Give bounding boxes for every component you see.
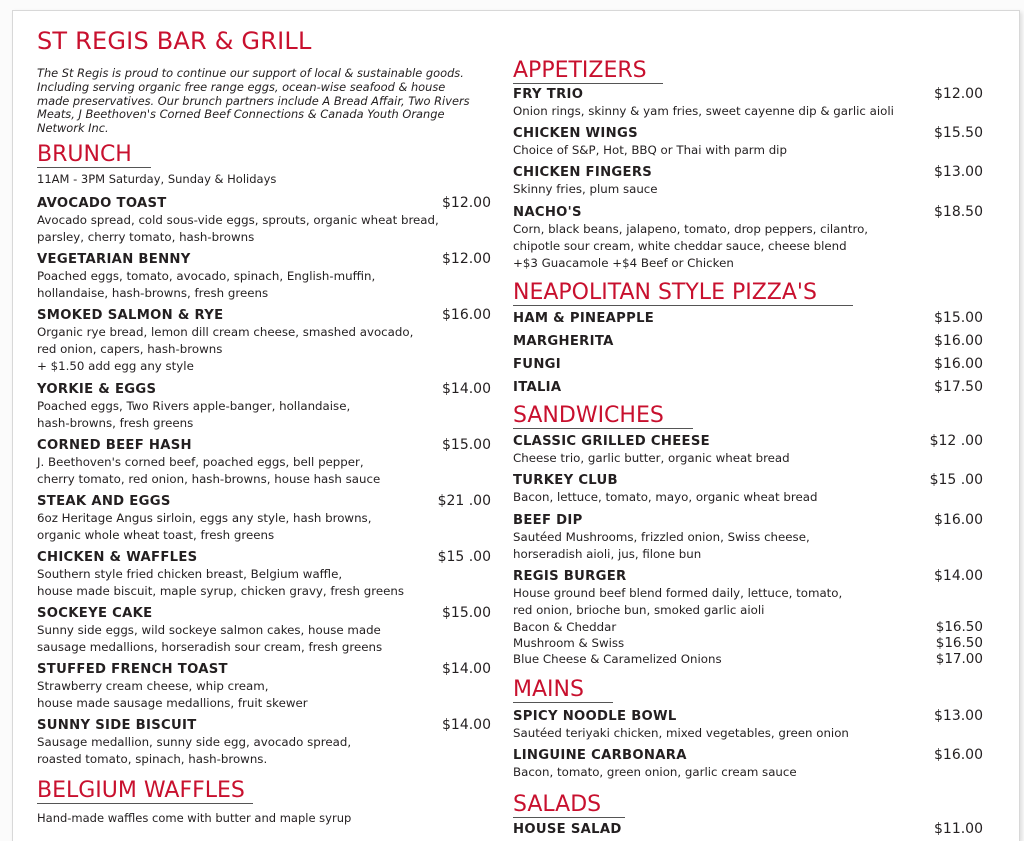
burger-addon — [513, 635, 983, 651]
intro-text: The St Regis is proud to continue our support of local & sustainable goods. Including serving organic free range eggs, ocean-wise seafood & house made preservatives. Our brunch partners include A Bread Affair, Two Rivers Meats, J Beethoven's Corned Beef Connections & Canada Youth Orange Network Inc. — [37, 66, 470, 136]
menu-item — [37, 717, 491, 768]
item-price: $14.00 — [442, 381, 491, 397]
item-name: REGIS BURGER — [513, 569, 627, 584]
menu-item — [513, 125, 983, 159]
item-description: House ground beef blend formed daily, lettuce, tomato, red onion, brioche bun, smoked garlic aioli — [513, 586, 843, 617]
menu-item — [513, 379, 983, 396]
sandwiches-heading: SANDWICHES — [513, 404, 693, 429]
item-price: $14.00 — [934, 568, 983, 584]
item-price: $12.00 — [934, 86, 983, 102]
item-price: $15.00 — [934, 310, 983, 326]
item-description: Sautéed Mushrooms, frizzled onion, Swiss cheese, horseradish aioli, jus, filone bun — [513, 530, 810, 561]
menu-item — [513, 472, 983, 506]
item-name: HOUSE SALAD — [513, 822, 622, 837]
item-name: CHICKEN & WAFFLES — [37, 550, 198, 565]
item-name: LINGUINE CARBONARA — [513, 748, 687, 763]
item-name: FUNGI — [513, 357, 561, 372]
item-name: YORKIE & EGGS — [37, 382, 157, 397]
menu-item — [513, 821, 983, 838]
pizzas-heading: NEAPOLITAN STYLE PIZZA'S — [513, 281, 853, 306]
menu-item — [513, 164, 983, 198]
item-name: ITALIA — [513, 380, 562, 395]
item-description: Choice of S&P, Hot, BBQ or Thai with parm dip — [513, 143, 787, 157]
menu-item — [513, 512, 983, 563]
item-description: Sunny side eggs, wild sockeye salmon cakes, house made sausage medallions, horseradish sour cream, fresh greens — [37, 623, 383, 654]
item-name: SUNNY SIDE BISCUIT — [37, 718, 197, 733]
menu-item — [37, 437, 491, 488]
item-price: $15.00 — [442, 437, 491, 453]
item-price: $16.00 — [934, 512, 983, 528]
item-price: $12.00 — [442, 251, 491, 267]
addon-label: Bacon & Cheddar — [513, 620, 617, 634]
item-price: $15 .00 — [437, 549, 491, 565]
item-name: CLASSIC GRILLED CHEESE — [513, 434, 710, 449]
menu-item — [513, 747, 983, 781]
menu-item — [513, 568, 983, 667]
burger-addon — [513, 651, 983, 667]
item-price: $16.00 — [934, 333, 983, 349]
appetizers-heading: APPETIZERS — [513, 59, 663, 84]
item-name: BEEF DIP — [513, 513, 583, 528]
item-name: NACHO'S — [513, 205, 582, 220]
brunch-hours: 11AM - 3PM Saturday, Sunday & Holidays — [37, 172, 277, 186]
item-name: VEGETARIAN BENNY — [37, 252, 191, 267]
item-description: Corn, black beans, jalapeno, tomato, drop peppers, cilantro, chipotle sour cream, white cheddar sauce, cheese blend +$3 Guacamole +$4 Beef or Chicken — [513, 222, 869, 270]
item-price: $11.00 — [934, 821, 983, 837]
item-price: $18.50 — [934, 204, 983, 220]
menu-item — [37, 661, 491, 712]
menu-item — [37, 381, 491, 432]
item-description: Poached eggs, Two Rivers apple-banger, hollandaise, hash-browns, fresh greens — [37, 399, 351, 430]
brunch-heading: BRUNCH — [37, 143, 151, 168]
item-name: AVOCADO TOAST — [37, 196, 167, 211]
item-description: Sautéed teriyaki chicken, mixed vegetables, green onion — [513, 726, 849, 740]
addon-price: $16.50 — [935, 619, 983, 635]
item-name: CORNED BEEF HASH — [37, 438, 192, 453]
item-name: SMOKED SALMON & RYE — [37, 308, 224, 323]
item-name: CHICKEN WINGS — [513, 126, 638, 141]
addon-label: Blue Cheese & Caramelized Onions — [513, 652, 722, 666]
menu-item — [513, 204, 983, 272]
item-price: $14.00 — [442, 661, 491, 677]
item-price: $12.00 — [442, 195, 491, 211]
item-description: 6oz Heritage Angus sirloin, eggs any style, hash browns, organic whole wheat toast, fresh greens — [37, 511, 372, 542]
burger-addon — [513, 619, 983, 635]
item-name: HAM & PINEAPPLE — [513, 311, 655, 326]
item-price: $13.00 — [934, 164, 983, 180]
item-description: Skinny fries, plum sauce — [513, 182, 658, 196]
menu-page — [12, 10, 1020, 841]
item-name: FRY TRIO — [513, 87, 584, 102]
item-name: STUFFED FRENCH TOAST — [37, 662, 228, 677]
item-description: Sausage medallion, sunny side egg, avocado spread, roasted tomato, spinach, hash-browns. — [37, 735, 352, 766]
menu-item — [37, 251, 491, 302]
addon-label: Mushroom & Swiss — [513, 636, 625, 650]
item-name: TURKEY CLUB — [513, 473, 618, 488]
item-name: SOCKEYE CAKE — [37, 606, 153, 621]
waffles-heading: BELGIUM WAFFLES — [37, 779, 253, 804]
item-name: MARGHERITA — [513, 334, 614, 349]
item-description: Bacon, tomato, green onion, garlic cream sauce — [513, 765, 797, 779]
mains-heading: MAINS — [513, 678, 613, 703]
salads-heading: SALADS — [513, 793, 625, 818]
menu-item — [37, 605, 491, 656]
menu-item — [37, 549, 491, 600]
item-description: Southern style fried chicken breast, Belgium waffle, house made biscuit, maple syrup, chicken gravy, fresh greens — [37, 567, 404, 598]
addon-price: $16.50 — [935, 635, 983, 651]
item-name: CHICKEN FINGERS — [513, 165, 653, 180]
item-price: $16.00 — [934, 747, 983, 763]
waffles-note: Hand-made waffles come with butter and maple syrup — [37, 811, 352, 825]
item-description: Onion rings, skinny & yam fries, sweet cayenne dip & garlic aioli — [513, 104, 894, 118]
menu-item — [513, 433, 983, 467]
item-price: $13.00 — [934, 708, 983, 724]
menu-item — [513, 356, 983, 373]
item-price: $16.00 — [934, 356, 983, 372]
item-price: $21 .00 — [437, 493, 491, 509]
item-name: STEAK AND EGGS — [37, 494, 171, 509]
menu-item — [37, 195, 491, 246]
menu-item — [513, 333, 983, 350]
menu-item — [513, 310, 983, 327]
addon-price: $17.00 — [935, 651, 983, 667]
item-price: $17.50 — [934, 379, 983, 395]
item-description: Strawberry cream cheese, whip cream, house made sausage medallions, fruit skewer — [37, 679, 308, 710]
restaurant-title: ST REGIS BAR & GRILL — [37, 27, 312, 55]
menu-item — [37, 493, 491, 544]
item-price: $16.00 — [442, 307, 491, 323]
menu-item — [37, 307, 491, 375]
menu-item — [513, 708, 983, 742]
item-price: $15.50 — [934, 125, 983, 141]
item-description: Avocado spread, cold sous-vide eggs, sprouts, organic wheat bread, parsley, cherry tomato, hash-browns — [37, 213, 439, 244]
item-description: Cheese trio, garlic butter, organic wheat bread — [513, 451, 790, 465]
item-description: Bacon, lettuce, tomato, mayo, organic wheat bread — [513, 490, 818, 504]
item-price: $15 .00 — [929, 472, 983, 488]
item-description: Poached eggs, tomato, avocado, spinach, English-muffin, hollandaise, hash-browns, fresh greens — [37, 269, 376, 300]
item-price: $12 .00 — [929, 433, 983, 449]
item-price: $14.00 — [442, 717, 491, 733]
item-description: Organic rye bread, lemon dill cream cheese, smashed avocado, red onion, capers, hash-browns + $1.50 add egg any style — [37, 325, 414, 373]
item-description: J. Beethoven's corned beef, poached eggs, bell pepper, cherry tomato, red onion, hash-browns, house hash sauce — [37, 455, 381, 486]
item-name: SPICY NOODLE BOWL — [513, 709, 677, 724]
item-price: $15.00 — [442, 605, 491, 621]
menu-item — [513, 86, 983, 120]
